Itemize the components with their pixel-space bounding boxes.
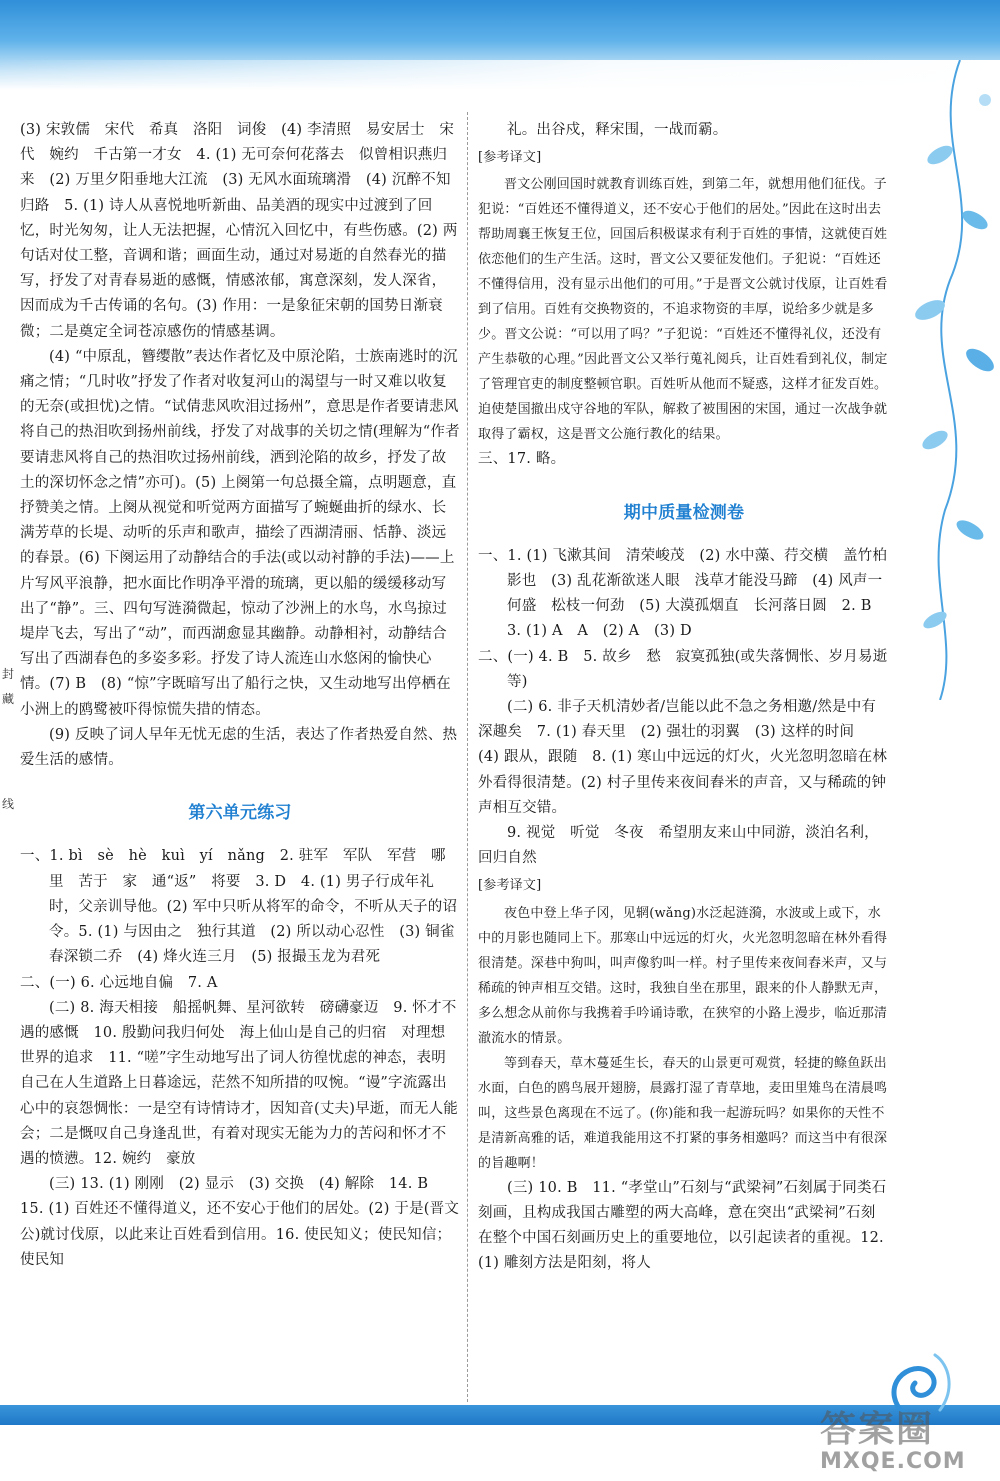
midterm-section-2b: (二) 6. 非子天机清妙者/岂能以此不急之务相邀/然是中有深趣矣 7. (1) 春天里 (2) 强壮的羽翼 (3) 这样的时间 (4) 跟从，跟随 8. (1) 寒山中远远的灯火，火光忽明忽暗在林外看得很清楚。(2) 村子里传来夜间舂米的声音，又与稀疏的钟声相互交错。	[478, 699, 888, 816]
unit6-section-1: 一、1. bì sè hè kuì yí nǎng 2. 驻军 军队 军营 哪里 苦于 家 通“返” 将要 3. D 4. (1) 男子行成年礼时，父亲训导他。(2) 军中只听从将军的命令，不听从天子的诏令。5. (1) 与因由之 独行其道 (2) 所以动心忍性 (3) 铜雀春深锁二乔 (4) 烽火连三月 (5) 报撮玉龙为君死	[20, 848, 458, 966]
binding-mark-1: 封	[2, 667, 15, 681]
unit6-section-2a: 二、(一) 6. 心远地自偏 7. A	[20, 974, 218, 991]
midterm-section-3: (三) 10. B 11. “孝堂山”石刻与“武梁祠”石刻属于同类石刻画，且构成我国古雕塑的两大高峰，意在突出“武梁祠”石刻在整个中国石刻画历史上的重要地位，以引起读者的重视。12. (1) 雕刻方法是阳刻，将人	[478, 1179, 887, 1272]
column-divider	[467, 112, 468, 1402]
unit6-heading: 第六单元练习	[188, 803, 292, 824]
watermark-logo	[820, 1410, 990, 1475]
binding-mark-3: 线	[2, 797, 15, 811]
left-column	[20, 118, 460, 1273]
translation-2a: 夜色中登上华子冈，见辋(wǎng)水泛起涟漪，水波或上或下，水中的月影也随同上下。那寒山中远远的灯火，火光忽明忽暗在林外看得很清楚。深巷中狗叫，叫声像豹叫一样。村子里传来夜间舂米声，又与稀疏的钟声相互交错。这时，我独自坐在那里，跟来的仆人静默无声，多么想念从前你与我携着手吟诵诗歌，在狭窄的小路上漫步，临近那清澈流水的情景。	[478, 905, 888, 1046]
midterm-item-9: 9. 视觉 听觉 冬夜 希望朋友来山中同游，淡泊名利，回归自然	[478, 825, 879, 867]
unit6-section-2c: (三) 13. (1) 刚刚 (2) 显示 (3) 交换 (4) 解除 14. B 15. (1) 百姓还不懂得道义，还不安心于他们的居处。(2) 于是(晋文公)就讨伐原，以此来让百姓看到信用。16. 使民知义；使民知信；使民知	[20, 1176, 460, 1268]
binding-mark-2: 藏	[2, 692, 15, 706]
continuation-line: 礼。出谷戍，释宋围，一战而霸。	[507, 122, 728, 138]
answer-block-2: (4) “中原乱，簪缨散”表达作者忆及中原沦陷，士族南逃时的沉痛之情；“几时收”抒发了作者对收复河山的渴望与一时又难以收复的无奈(或担忧)之情。“试倩悲风吹泪过扬州”，意思是作者要请悲风将自己的热泪吹到扬州前线，抒发了对战事的关切之情(理解为“作者要请悲风将自己的热泪吹过扬州前线，洒到沦陷的故乡，抒发了故土的深切怀念之情”亦可)。(5) 上阕第一句总摄全篇，点明题意，直抒赞美之情。上阕从视觉和听觉两方面描写了蜿蜒曲折的绿水、长满芳草的长堤、动听的乐声和歌声，描绘了西湖清丽、恬静、淡远的春景。(6) 下阕运用了动静结合的手法(或以动衬静的手法)——上片写风平浪静，把水面比作明净平滑的琉璃，更以船的缓缓移动写出了“静”。三、四句写涟漪微起，惊动了沙洲上的水鸟，水鸟掠过堤岸飞去，写出了“动”，而西湖愈显其幽静。动静相衬，动静结合写出了西湖春色的多姿多彩。抒发了诗人流连山水悠闲的愉快心情。(7) B (8) “惊”字既暗写出了船行之快，又生动地写出停栖在小洲上的鸥鹭被吓得惊慌失措的情态。	[20, 348, 460, 718]
midterm-section-1: 一、1. (1) 飞漱其间 清荣峻茂 (2) 水中藻、荇交横 盖竹柏影也 (3) 乱花渐欲迷人眼 浅草才能没马蹄 (4) 风声一何盛 松枝一何劲 (5) 大漠孤烟直 长河落日圆 2. B 3. (1) A A (2) A (3) D	[478, 547, 888, 640]
midterm-heading: 期中质量检测卷	[623, 502, 745, 523]
midterm-section-2a: 二、(一) 4. B 5. 故乡 愁 寂寞孤独(或失落惆怅、岁月易逝等)	[478, 648, 888, 690]
answer-block-3: (9) 反映了词人早年无忧无虑的生活，表达了作者热爱自然、热爱生活的感情。	[20, 726, 458, 769]
right-column	[478, 118, 890, 1276]
translation-1: 晋文公刚回国时就教育训练百姓，到第二年，就想用他们征伐。子犯说：“百姓还不懂得道义，还不安心于他们的居处。”因此在这时出去帮助周襄王恢复王位，回国后积极谋求有利于百姓的事情，这就使百姓依恋他们的生产生活。这时，晋文公又要征发他们。子犯说：“百姓还不懂得信用，没有显示出他们的可用。”于是晋文公就讨伐原，让百姓看到了信用。百姓有交换物资的，不追求物资的丰厚，说给多少就是多少。晋文公说：“可以用了吗？”子犯说：“百姓还不懂得礼仪，还没有产生恭敬的心理。”因此晋文公又举行蒐礼阅兵，让百姓看到礼仪，制定了管理官吏的制度整顿官职。百姓听从他而不疑惑，这样才征发百姓。迫使楚国撤出戍守谷地的军队，解救了被围困的宋国，通过一次战争就取得了霸权，这是晋文公施行教化的结果。	[478, 177, 888, 443]
top-decorative-band	[0, 0, 1000, 90]
watermark-top-text: 答案圈	[820, 1409, 935, 1450]
vine-decoration-icon	[890, 60, 1000, 700]
translation-2b: 等到春天，草木蔓延生长，春天的山景更可观赏，轻捷的鲦鱼跃出水面，白色的鸥鸟展开翅膀，晨露打湿了青草地，麦田里雉鸟在清晨鸣叫，这些景色离现在不远了。(你)能和我一起游玩吗？如果你的天性不是清新高雅的话，难道我能用这不打紧的事务相邀吗？而这当中有很深的旨趣啊！	[478, 1055, 888, 1171]
answer-block-1: (3) 宋敦儒 宋代 希真 洛阳 词俊 (4) 李清照 易安居士 宋代 婉约 千古第一才女 4. (1) 无可奈何花落去 似曾相识燕归来 (2) 万里夕阳垂地大江流 (3) 无风水面琉璃滑 (4) 沉醉不知归路 5. (1) 诗人从喜悦地听新曲、品美酒的现实中过渡到了回忆，时光匆匆，让人无法把握，心情沉入回忆中，有些伤感。(2) 两句话对仗工整，音调和谐；画面生动，通过对易逝的自然春光的描写，抒发了对青春易逝的感慨，情感浓郁，寓意深刻，发人深省，因而成为千古传诵的名句。(3) 作用：一是象征宋朝的国势日渐衰微；二是奠定全词苍凉感伤的情感基调。	[20, 122, 458, 340]
watermark-bottom-text: MXQE.COM	[820, 1449, 966, 1474]
reference-translation-tag-1: [参考译文]	[478, 150, 542, 166]
unit6-section-2b: (二) 8. 海天相接 船摇帆舞、星河欲转 磅礴豪迈 9. 怀才不遇的感慨 10. 殷勤问我归何处 海上仙山是自己的归宿 对理想世界的追求 11. “嗟”字生动地写出了词人彷徨忧虑的神态，表明自己在人生道路上日暮途远，茫然不知所措的叹惋。“谩”字流露出心中的哀怨惆怅：一是空有诗情诗才，因知音(丈夫)早逝，而无人能会；二是慨叹自己身逢乱世，有着对现实无能为力的苦闷和怀才不遇的愤懑。12. 婉约 豪放	[20, 999, 459, 1167]
reference-translation-tag-2: [参考译文]	[478, 878, 542, 894]
item-17: 三、17. 略。	[478, 451, 566, 468]
